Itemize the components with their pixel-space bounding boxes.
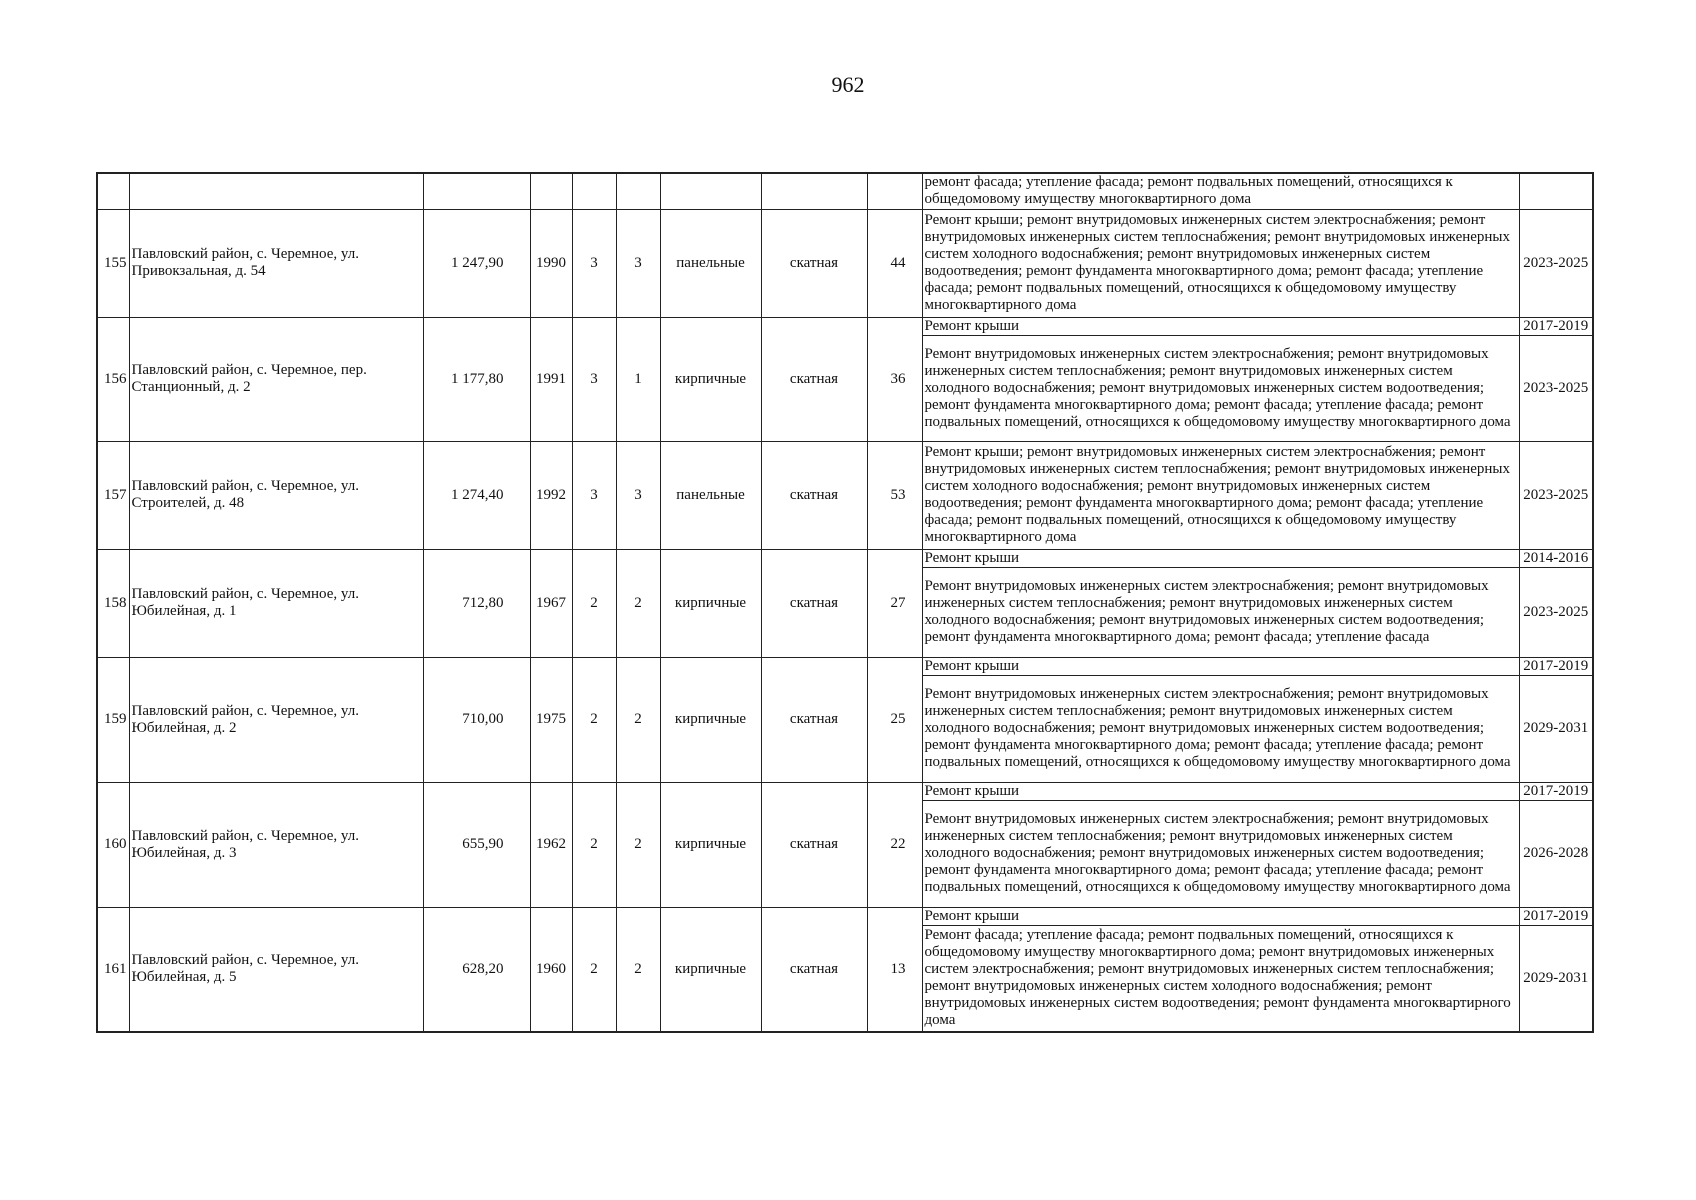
cell-walls: кирпичные (660, 549, 761, 657)
cell-period: 2017-2019 (1519, 907, 1593, 925)
cell-area: 1 274,40 (423, 441, 530, 549)
page-number: 962 (831, 72, 865, 97)
cell-num: 161 (97, 907, 129, 1032)
cell-floors: 3 (572, 441, 616, 549)
cell-entrances: 2 (616, 549, 660, 657)
cell-walls: кирпичные (660, 782, 761, 907)
cell-year: 1960 (530, 907, 572, 1032)
cell-address: Павловский район, с. Черемное, ул. Юбилейная, д. 5 (129, 907, 423, 1032)
cell-year: 1991 (530, 317, 572, 441)
cell-entrances: 1 (616, 317, 660, 441)
cell-period: 2023-2025 (1519, 567, 1593, 657)
cell-year (530, 173, 572, 209)
cell-period: 2023-2025 (1519, 441, 1593, 549)
cell-work-list: Ремонт крыши (922, 549, 1519, 567)
cell-work-list: Ремонт внутридомовых инженерных систем электроснабжения; ремонт внутридомовых инженерных систем теплоснабжения; ремонт внутридомовых инженерных систем холодного водоснабжения; ремонт внутридомовых инженерных систем водоотведения; ремонт фундамента многоквартирного дома; ремонт фасада; утепление фасада; ремонт подвальных помещений, относящихся к общедомовому имуществу многоквартирного дома (922, 800, 1519, 907)
cell-address: Павловский район, с. Черемное, ул. Привокзальная, д. 54 (129, 209, 423, 317)
cell-work-list: Ремонт внутридомовых инженерных систем электроснабжения; ремонт внутридомовых инженерных систем теплоснабжения; ремонт внутридомовых инженерных систем холодного водоснабжения; ремонт внутридомовых инженерных систем водоотведения; ремонт фундамента многоквартирного дома; ремонт фасада; утепление фасада; ремонт подвальных помещений, относящихся к общедомовому имуществу многоквартирного дома (922, 675, 1519, 782)
cell-floors: 3 (572, 317, 616, 441)
cell-address: Павловский район, с. Черемное, ул. Юбилейная, д. 1 (129, 549, 423, 657)
cell-roof (761, 173, 867, 209)
cell-entrances: 3 (616, 441, 660, 549)
cell-roof: скатная (761, 907, 867, 1032)
cell-flats: 25 (867, 657, 922, 782)
housing-repair-table (96, 172, 1594, 1033)
cell-period: 2023-2025 (1519, 335, 1593, 441)
cell-work-list: Ремонт крыши (922, 907, 1519, 925)
cell-area (423, 173, 530, 209)
cell-work-list: Ремонт крыши (922, 657, 1519, 675)
cell-area: 1 177,80 (423, 317, 530, 441)
cell-area: 712,80 (423, 549, 530, 657)
cell-roof: скатная (761, 782, 867, 907)
cell-floors: 3 (572, 209, 616, 317)
cell-entrances (616, 173, 660, 209)
cell-floors: 2 (572, 549, 616, 657)
cell-entrances: 2 (616, 782, 660, 907)
cell-period: 2017-2019 (1519, 657, 1593, 675)
cell-year: 1975 (530, 657, 572, 782)
cell-address: Павловский район, с. Черемное, ул. Юбилейная, д. 3 (129, 782, 423, 907)
cell-year: 1962 (530, 782, 572, 907)
cell-roof: скатная (761, 657, 867, 782)
cell-work-list: Ремонт крыши (922, 317, 1519, 335)
table-row (97, 907, 1593, 925)
cell-period: 2029-2031 (1519, 675, 1593, 782)
cell-walls: панельные (660, 441, 761, 549)
cell-walls: кирпичные (660, 317, 761, 441)
cell-walls: кирпичные (660, 657, 761, 782)
cell-work-list: Ремонт фасада; утепление фасада; ремонт подвальных помещений, относящихся к общедомовому имуществу многоквартирного дома; ремонт внутридомовых инженерных систем электроснабжения; ремонт внутридомовых инженерных систем теплоснабжения; ремонт внутридомовых инженерных систем холодного водоснабжения; ремонт внутридомовых инженерных систем водоотведения; ремонт фундамента многоквартирного дома (922, 925, 1519, 1032)
cell-roof: скатная (761, 441, 867, 549)
cell-roof: скатная (761, 549, 867, 657)
cell-roof: скатная (761, 317, 867, 441)
cell-work-list: Ремонт крыши; ремонт внутридомовых инженерных систем электроснабжения; ремонт внутридомовых инженерных систем теплоснабжения; ремонт внутридомовых инженерных систем холодного водоснабжения; ремонт внутридомовых инженерных систем водоотведения; ремонт фундамента многоквартирного дома; ремонт фасада; утепление фасада; ремонт подвальных помещений, относящихся к общедомовому имуществу многоквартирного дома (922, 209, 1519, 317)
cell-work-list: Ремонт внутридомовых инженерных систем электроснабжения; ремонт внутридомовых инженерных систем теплоснабжения; ремонт внутридомовых инженерных систем холодного водоснабжения; ремонт внутридомовых инженерных систем водоотведения; ремонт фундамента многоквартирного дома; ремонт фасада; утепление фасада; ремонт подвальных помещений, относящихся к общедомовому имуществу многоквартирного дома (922, 335, 1519, 441)
table-row (97, 657, 1593, 675)
cell-address: Павловский район, с. Черемное, ул. Строителей, д. 48 (129, 441, 423, 549)
cell-address: Павловский район, с. Черемное, пер. Станционный, д. 2 (129, 317, 423, 441)
cell-num (97, 173, 129, 209)
cell-year: 1992 (530, 441, 572, 549)
cell-roof: скатная (761, 209, 867, 317)
table-row (97, 549, 1593, 567)
table-row (97, 782, 1593, 800)
table-row (97, 209, 1593, 317)
cell-year: 1990 (530, 209, 572, 317)
cell-address: Павловский район, с. Черемное, ул. Юбилейная, д. 2 (129, 657, 423, 782)
cell-floors: 2 (572, 907, 616, 1032)
cell-flats: 36 (867, 317, 922, 441)
cell-floors: 2 (572, 657, 616, 782)
cell-year: 1967 (530, 549, 572, 657)
cell-entrances: 2 (616, 907, 660, 1032)
cell-num: 157 (97, 441, 129, 549)
cell-walls: панельные (660, 209, 761, 317)
cell-num: 160 (97, 782, 129, 907)
cell-entrances: 2 (616, 657, 660, 782)
cell-walls: кирпичные (660, 907, 761, 1032)
cell-flats: 27 (867, 549, 922, 657)
cell-work-list: Ремонт внутридомовых инженерных систем электроснабжения; ремонт внутридомовых инженерных систем теплоснабжения; ремонт внутридомовых инженерных систем холодного водоснабжения; ремонт внутридомовых инженерных систем водоотведения; ремонт фундамента многоквартирного дома; ремонт фасада; утепление фасада (922, 567, 1519, 657)
cell-area: 628,20 (423, 907, 530, 1032)
cell-address (129, 173, 423, 209)
cell-work-list: ремонт фасада; утепление фасада; ремонт подвальных помещений, относящихся к общедомовому имуществу многоквартирного дома (922, 173, 1519, 209)
cell-walls (660, 173, 761, 209)
cell-work-list: Ремонт крыши (922, 782, 1519, 800)
cell-flats: 13 (867, 907, 922, 1032)
cell-flats (867, 173, 922, 209)
cell-area: 710,00 (423, 657, 530, 782)
cell-floors (572, 173, 616, 209)
cell-period: 2029-2031 (1519, 925, 1593, 1032)
cell-period: 2017-2019 (1519, 317, 1593, 335)
cell-period: 2023-2025 (1519, 209, 1593, 317)
cell-work-list: Ремонт крыши; ремонт внутридомовых инженерных систем электроснабжения; ремонт внутридомовых инженерных систем теплоснабжения; ремонт внутридомовых инженерных систем холодного водоснабжения; ремонт внутридомовых инженерных систем водоотведения; ремонт фундамента многоквартирного дома; ремонт фасада; утепление фасада; ремонт подвальных помещений, относящихся к общедомовому имуществу многоквартирного дома (922, 441, 1519, 549)
cell-floors: 2 (572, 782, 616, 907)
cell-flats: 44 (867, 209, 922, 317)
cell-period (1519, 173, 1593, 209)
cell-entrances: 3 (616, 209, 660, 317)
cell-flats: 22 (867, 782, 922, 907)
cell-area: 655,90 (423, 782, 530, 907)
cell-area: 1 247,90 (423, 209, 530, 317)
cell-period: 2026-2028 (1519, 800, 1593, 907)
cell-num: 159 (97, 657, 129, 782)
table-row-continued (97, 173, 1593, 209)
cell-num: 155 (97, 209, 129, 317)
cell-flats: 53 (867, 441, 922, 549)
table-row (97, 441, 1593, 549)
cell-period: 2014-2016 (1519, 549, 1593, 567)
cell-period: 2017-2019 (1519, 782, 1593, 800)
cell-num: 156 (97, 317, 129, 441)
cell-num: 158 (97, 549, 129, 657)
table-row (97, 317, 1593, 335)
